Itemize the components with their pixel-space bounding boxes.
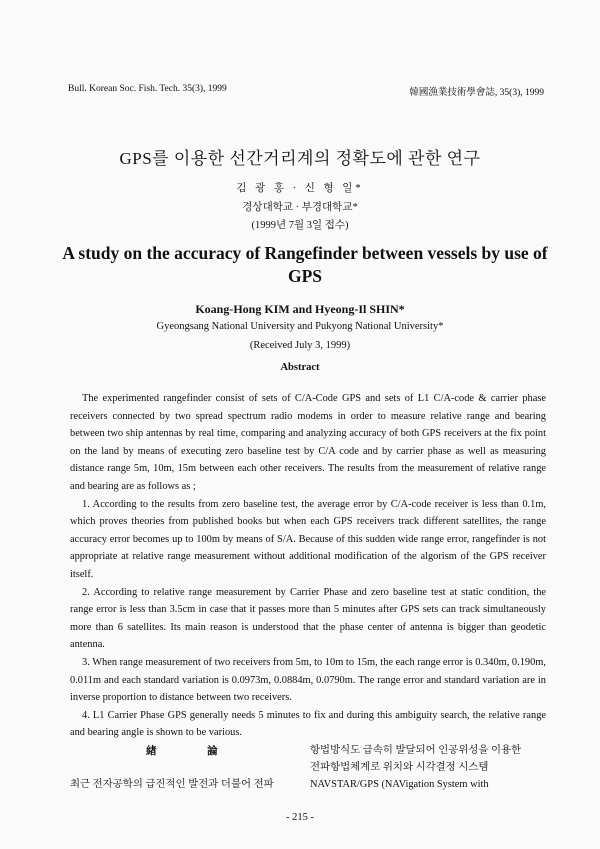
korean-authors: 김 광 홍 · 신 형 일* xyxy=(236,183,364,194)
abstract-paragraph: The experimented rangefinder consist of sets of C/A-Code GPS and sets of L1 C/A-code & carrier phase receivers connected by two spread spectrum radio modems in order to measure relative range and bearing between two ship antennas by real time, comparing and analyzing accuracy of both GPS receivers at the fix point on the land by means of executing zero baseline test by C/A code and by carrier phase as well as measuring distance range 5m, 10m, 15m between each other receivers. The results from the measurement of relative range and bearing are as follows as ; xyxy=(70,393,546,492)
abstract-paragraph: 1. According to the results from zero baseline test, the average error by C/A-code receiver is less than 0.1m, which proves theories from published books but when each GPS receivers track different satellites, the range accuracy error becomes up to 100m by means of S/A. Because of this sudden wide range error, rangefinder is not appropriate at relative range measurement without additional modification of the algorism of the GPS receiver itself. xyxy=(70,498,546,580)
english-title: A study on the accuracy of Rangefinder between vessels by use of GPS xyxy=(62,243,548,286)
page-number: - 215 - xyxy=(286,812,314,823)
english-received-date: (Received July 3, 1999) xyxy=(249,340,351,351)
english-authors: Koang-Hong KIM and Hyeong-Il SHIN* xyxy=(195,302,405,316)
english-affiliation: Gyeongsang National University and Pukyong National University* xyxy=(156,321,444,332)
korean-received-date: (1999년 7월 3일 접수) xyxy=(251,220,349,231)
abstract-paragraph: 4. L1 Carrier Phase GPS generally needs 5 minutes to fix and during this ambiguity search, the relative range and bearing angle is shown to be various. xyxy=(70,709,546,739)
korean-affiliation: 경상대학교 · 부경대학교* xyxy=(242,202,358,213)
body-line: NAVSTAR/GPS (NAVigation System with xyxy=(310,779,489,790)
journal-header-english: Bull. Korean Soc. Fish. Tech. 35(3), 1999 xyxy=(68,84,227,94)
body-left-column: 최근 전자공학의 급진적인 발전과 더불어 전파 xyxy=(70,779,274,790)
journal-header-korean: 韓國漁業技術學會誌, 35(3), 1999 xyxy=(409,88,544,98)
korean-title: GPS를 이용한 선간거리계의 정확도에 관한 연구 xyxy=(119,149,481,168)
abstract-paragraph: 3. When range measurement of two receivers from 5m, to 10m to 15m, the each range error is 0.340m, 0.190m, 0.011m and each standard variation is 0.0973m, 0.0884m, 0.0790m. The range error and standard variation are in inverse proportion to distance between two receivers. xyxy=(70,656,546,704)
abstract-body xyxy=(70,390,546,742)
body-right-column xyxy=(310,742,546,793)
abstract-paragraph: 2. According to relative range measurement by Carrier Phase and zero baseline test at static condition, the range error is less than 3.5cm in case that it passes more than 5 minutes after GPS sets can track simultaneously more than 6 satellites. Its main reason is understood that the phase center of antenna is bigger than geodetic antenna. xyxy=(70,586,546,651)
introduction-heading: 緖 論 xyxy=(146,746,242,757)
body-line: 전파항법체계로 위치와 시각결정 시스템 xyxy=(310,762,489,773)
abstract-heading: Abstract xyxy=(280,362,320,373)
body-line: 항법방식도 급속히 발달되어 인공위성을 이용한 xyxy=(310,745,522,756)
